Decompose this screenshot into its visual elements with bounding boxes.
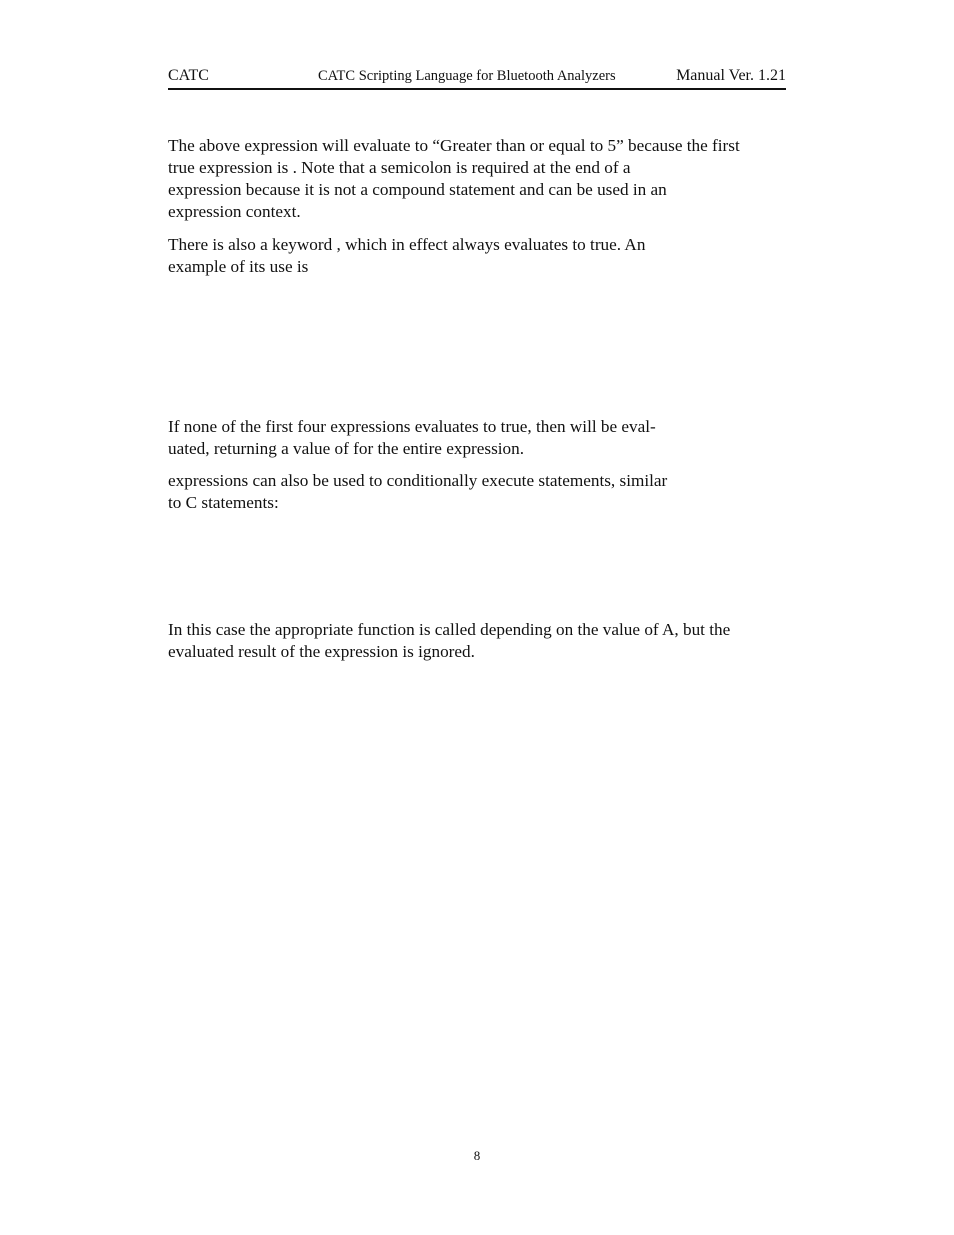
header-company: CATC <box>168 67 209 84</box>
header-title: CATC Scripting Language for Bluetooth Analyzers <box>318 68 616 84</box>
text-line: to C statements: <box>168 493 279 512</box>
text-line: The above expression will evaluate to “Greater than or equal to 5” because the first <box>168 136 740 155</box>
page-header <box>168 64 786 90</box>
text-line: uated, returning a value of for the entire expression. <box>168 439 525 458</box>
text-line: If none of the first four expressions evaluates to true, then will be eval- <box>168 417 656 436</box>
text-line: expressions can also be used to conditionally execute statements, similar <box>168 471 668 490</box>
text-line: evaluated result of the expression is ignored. <box>168 642 475 661</box>
header-version: Manual Ver. 1.21 <box>676 67 786 84</box>
text-line: expression because it is not a compound statement and can be used in an <box>168 180 667 199</box>
text-line: true expression is . Note that a semicolon is required at the end of a <box>168 158 631 177</box>
text-line: In this case the appropriate function is called depending on the value of A, but the <box>168 620 731 639</box>
text-line: expression context. <box>168 202 301 221</box>
text-line: example of its use is <box>168 257 309 276</box>
page-number: 8 <box>473 1148 481 1163</box>
text-line: There is also a keyword , which in effect always evaluates to true. An <box>168 235 646 254</box>
